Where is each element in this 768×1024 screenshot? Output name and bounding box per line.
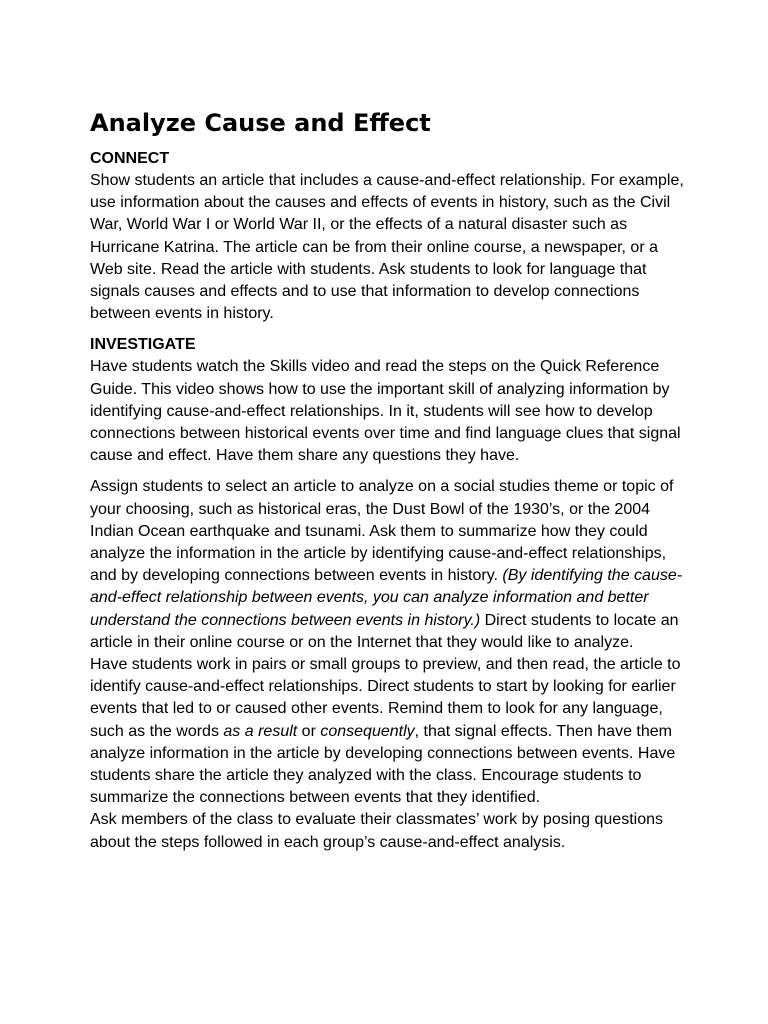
assign-text-2: Direct students to locate an article in their online course or on the Internet that they would like to analyze. — [90, 611, 679, 651]
evaluate-paragraph: Ask members of the class to evaluate their classmates’ work by posing questions about the steps followed in each group’s cause-and-effect analysis. — [90, 811, 663, 851]
pairs-italic-1: as a result — [223, 722, 298, 740]
investigate-heading: INVESTIGATE — [90, 336, 196, 354]
pairs-text-1: Have students work in pairs or small groups to preview, and then read, the article to identify cause-and-effect relationships. Direct students to start by looking for earlier events that led to or caused other events. Remind them to look for any language, such as the words — [90, 656, 681, 740]
assign-italic-note: (By identifying the cause-and-effect relationship between events, you can analyze information and better understand the connections between events in history.) — [90, 567, 683, 629]
section-spacer — [90, 325, 690, 334]
paragraph-spacer — [90, 467, 690, 476]
assign-text-1: Assign students to select an article to analyze on a social studies theme or topic of your choosing, such as historical eras, the Dust Bowl of the 1930’s, or the 2004 Indian Ocean earthquake and tsunami. Ask them to summarize how they could analyze the information in the article by identifying cause-and-effect relationships, and by developing connections between events in history. — [90, 478, 674, 585]
assign-paragraph — [90, 476, 690, 654]
connect-section — [90, 148, 690, 325]
document-page — [90, 108, 690, 854]
investigate-paragraph: Have students watch the Skills video and read the steps on the Quick Reference Guide. This video shows how to use the important skill of analyzing information by identifying cause-and-effect relationships. In it, students will see how to develop connections between historical events over time and find language clues that signal cause and effect. Have them share any questions they have. — [90, 358, 681, 465]
connect-paragraph: Show students an article that includes a cause-and-effect relationship. For example, use information about the causes and effects of events in history, such as the Civil War, World War I or World War II, or the effects of a natural disaster such as Hurricane Katrina. The article can be from their online course, a newspaper, or a Web site. Read the article with students. Ask students to look for language that signals causes and effects and to use that information to develop connections between events in history. — [90, 172, 684, 323]
pairs-text-2: or — [297, 722, 321, 740]
connect-heading: CONNECT — [90, 150, 170, 167]
page-title: Analyze Cause and Effect — [90, 109, 431, 137]
pairs-paragraph — [90, 654, 690, 809]
investigate-section — [90, 334, 690, 853]
pairs-italic-2: consequently — [320, 722, 415, 740]
pairs-text-3: , that signal effects. Then have them analyze information in the article by developing connections between events. Have students share the article they analyzed with the class. Encourage students to summarize the connections between events that they identified. — [90, 722, 676, 807]
